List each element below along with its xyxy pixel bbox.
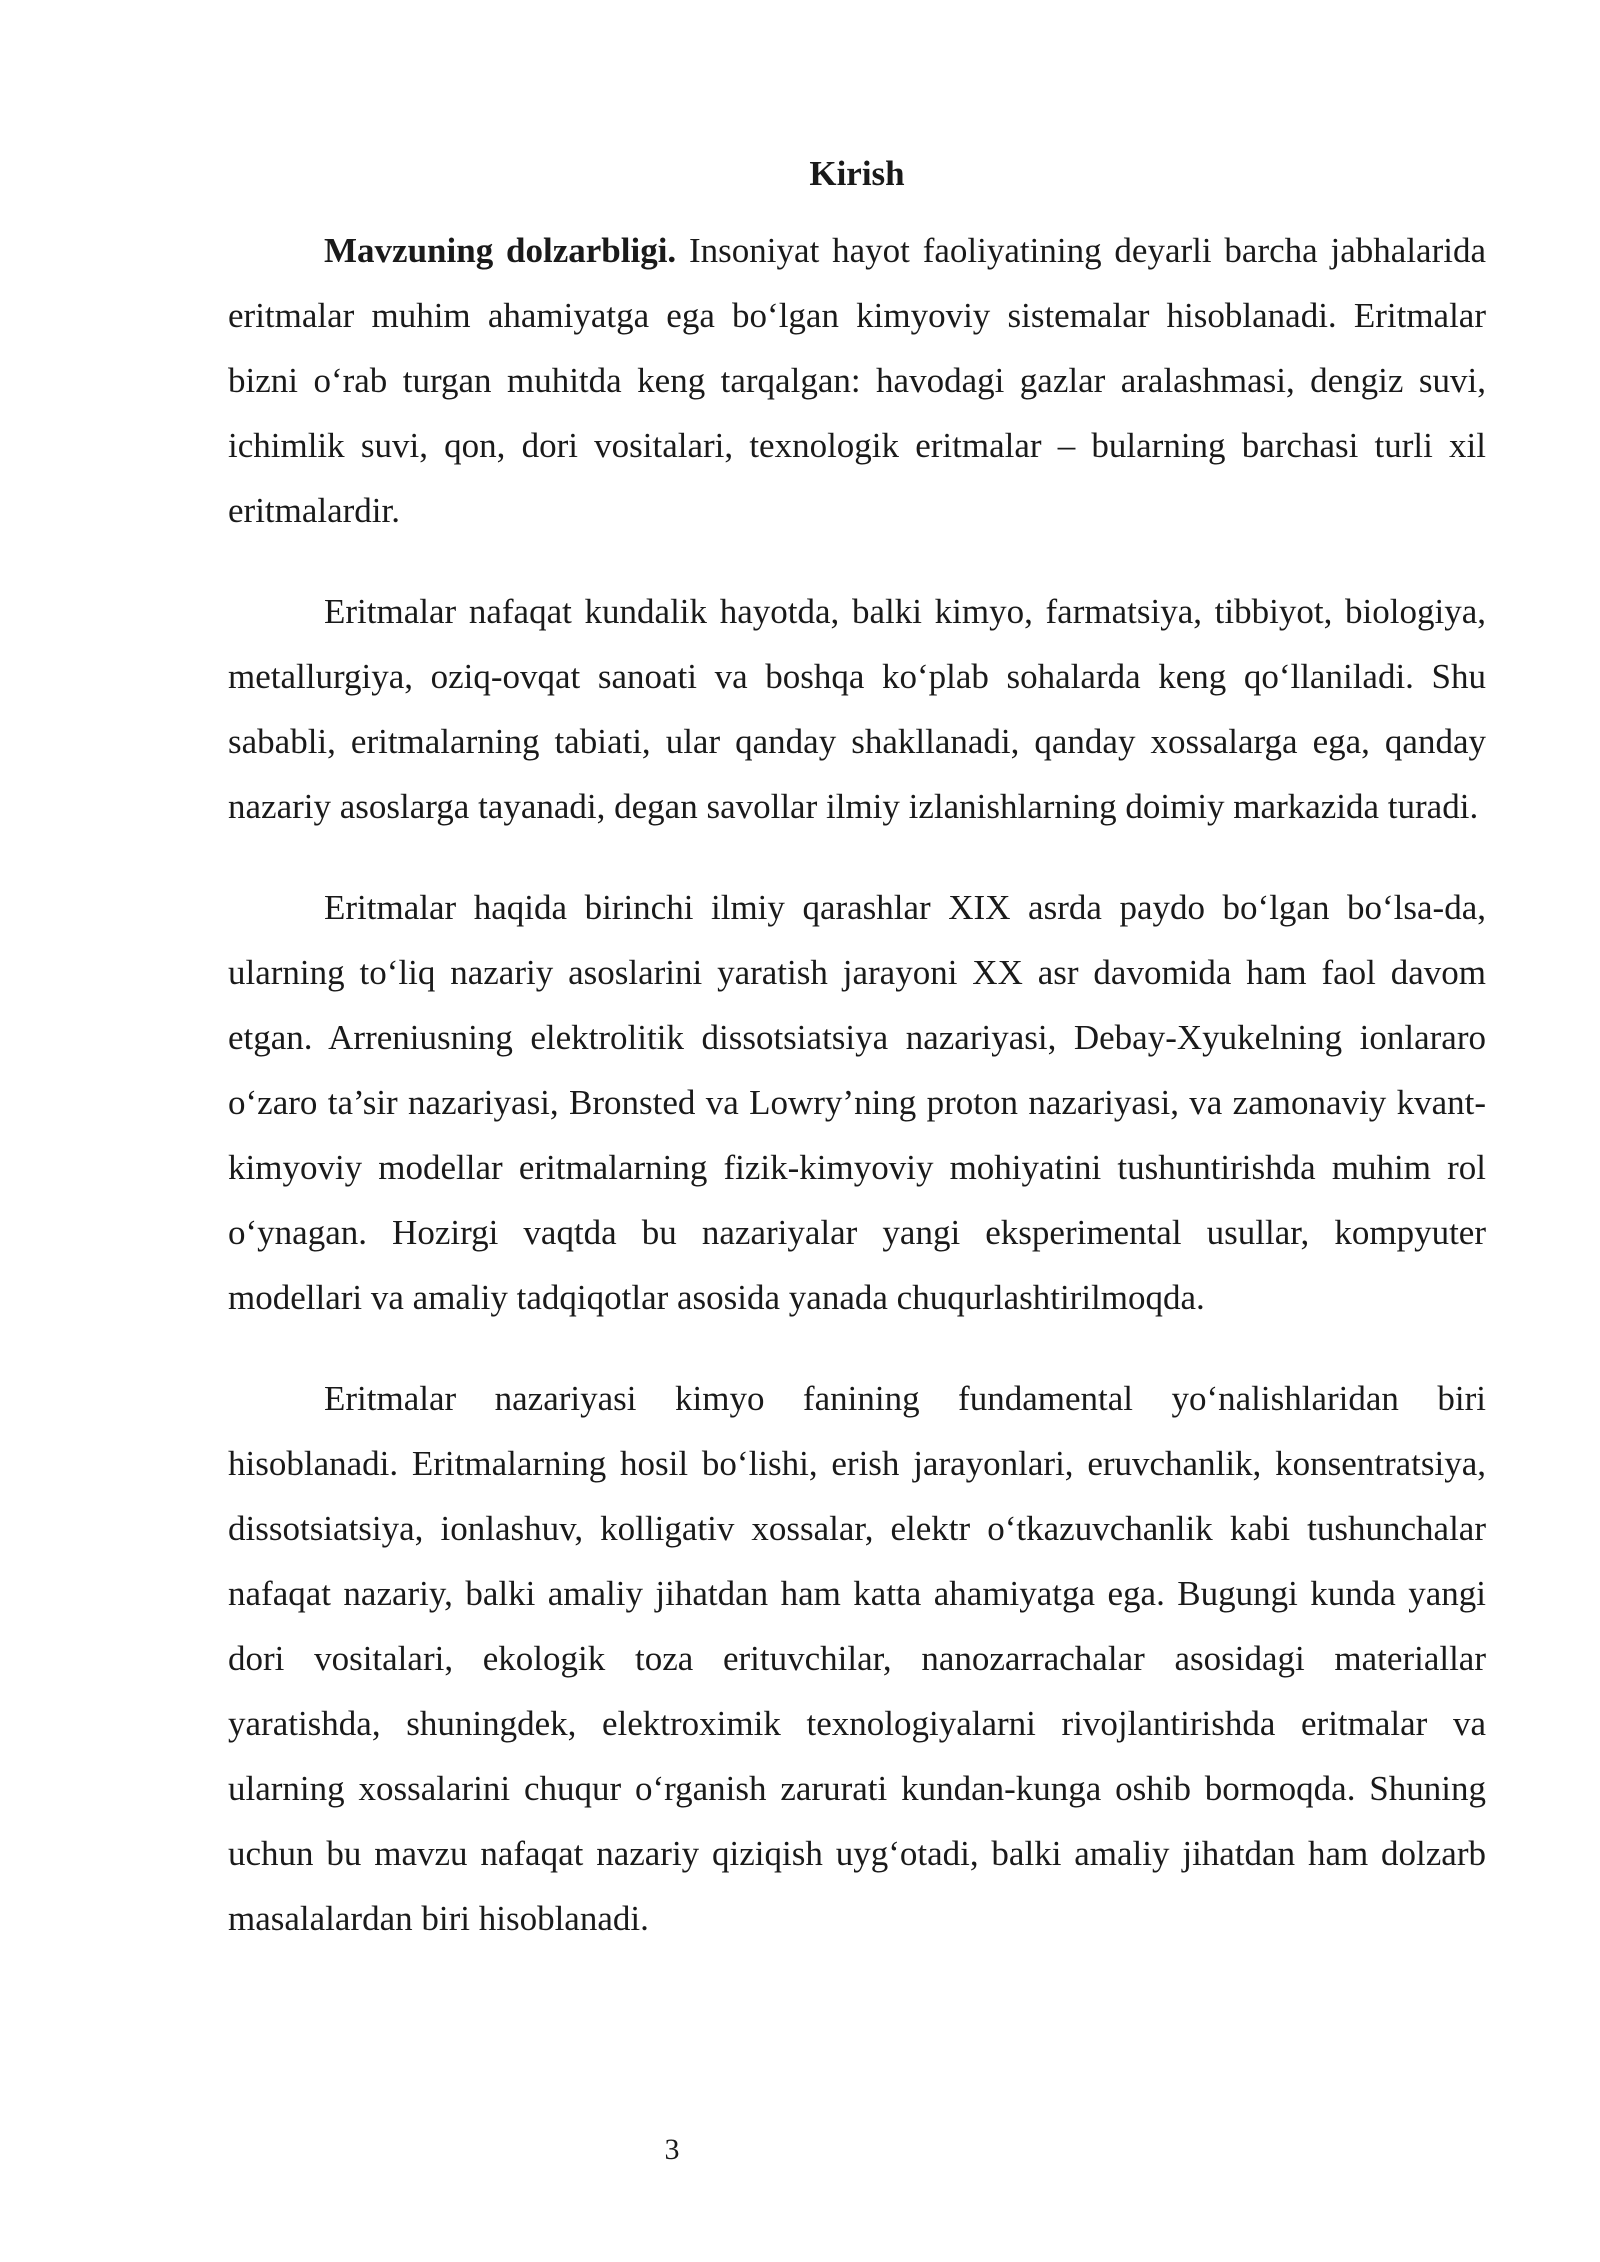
- paragraph-relevance: [228, 218, 1486, 543]
- paragraph-applications: Eritmalar nafaqat kundalik hayotda, balki kimyo, farmatsiya, tibbiyot, biologiya, metallurgiya, oziq-ovqat sanoati va boshqa ko‘plab sohalarda keng qo‘llaniladi. Shu sababli, eritmalarning tabiati, ular qanday shakllanadi, qanday xossalarga ega, qanday nazariy asoslarga tayanadi, degan savollar ilmiy izlanishlarning doimiy markazida turadi.: [228, 592, 1486, 826]
- document-page: [228, 148, 1486, 1987]
- paragraph-history: Eritmalar haqida birinchi ilmiy qarashlar XIX asrda paydo bo‘lgan bo‘lsa-da, ularning to‘liq nazariy asoslarini yaratish jarayoni XX asr davomida ham faol davom etgan. Arreniusning elektrolitik dissotsiatsiya nazariyasi, Debay-Xyukelning ionlararo o‘zaro ta’sir nazariyasi, Bronsted va Lowry’ning proton nazariyasi, va zamonaviy kvant-kimyoviy modellar eritmalarning fizik-kimyoviy mohiyatini tushuntirishda muhim rol o‘ynagan. Hozirgi vaqtda bu nazariyalar yangi eksperimental usullar, kompyuter modellari va amaliy tadqiqotlar asosida yanada chuqurlashtirilmoqda.: [228, 888, 1486, 1317]
- section-heading: Kirish: [809, 154, 905, 193]
- paragraph-theory: Eritmalar nazariyasi kimyo fanining fundamental yo‘nalishlaridan biri hisoblanadi. Eritmalarning hosil bo‘lishi, erish jarayonlari, eruvchanlik, konsentratsiya, dissotsiatsiya, ionlashuv, kolligativ xossalar, elektr o‘tkazuvchanlik kabi tushunchalar nafaqat nazariy, balki amaliy jihatdan ham katta ahamiyatga ega. Bugungi kunda yangi dori vositalari, ekologik toza erituvchilar, nanozarrachalar asosidagi materiallar yaratishda, shuningdek, elektroximik texnologiyalarni rivojlantirishda eritmalar va ularning xossalarini chuqur o‘rganish zarurati kundan-kunga oshib bormoqda. Shuning uchun bu mavzu nafaqat nazariy qiziqish uyg‘otadi, balki amaliy jihatdan ham dolzarb masalalardan biri hisoblanadi.: [228, 1379, 1486, 1938]
- page-number: 3: [664, 2133, 680, 2166]
- paragraph-text: Insoniyat hayot faoliyatining deyarli barcha jabhalarida eritmalar muhim ahamiyatga ega bo‘lgan kimyoviy sistemalar hisoblanadi. Eritmalar bizni o‘rab turgan muhitda keng tarqalgan: havodagi gazlar aralashmasi, dengiz suvi, ichimlik suvi, qon, dori vositalari, texnologik eritmalar – bularning barchasi turli xil eritmalardir.: [228, 231, 1486, 530]
- paragraph-lead: Mavzuning dolzarbligi.: [324, 231, 677, 270]
